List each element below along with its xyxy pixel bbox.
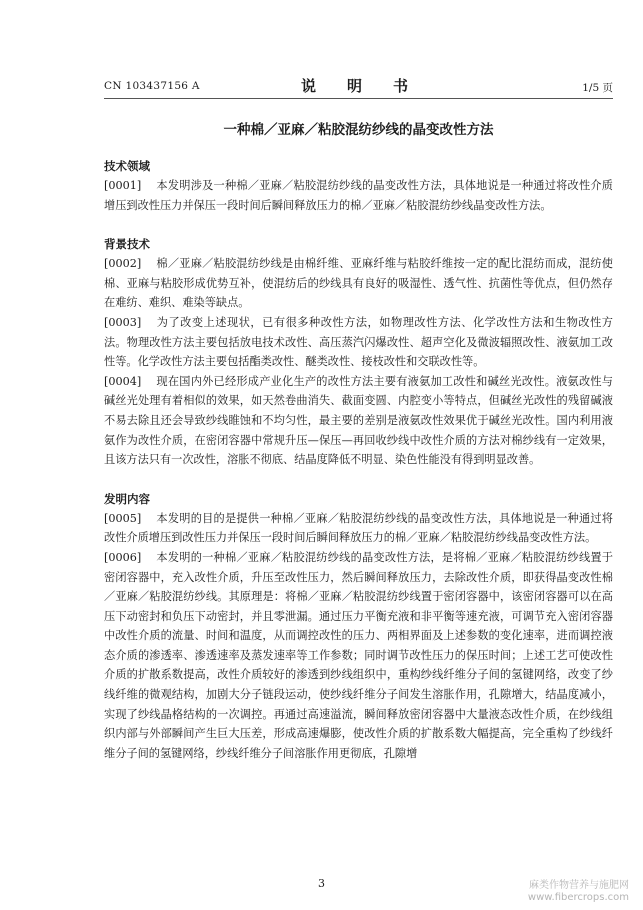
section-heading-summary: 发明内容 — [104, 491, 150, 506]
page-number: 3 — [318, 877, 325, 890]
paragraph-0002 — [104, 254, 613, 313]
paragraph-number: [0004] — [104, 374, 142, 388]
paragraph-0005 — [104, 509, 613, 548]
paragraph-text: 棉／亚麻／粘胶混纺纱线是由棉纤维、亚麻纤维与粘胶纤维按一定的配比混纺而成，混纺使棉、亚麻与粘胶形成优势互补，使混纺后的纱线具有良好的吸湿性、透气性、抗菌性等优点，但仍然存在难纺、难织、难染等缺点。 — [104, 257, 613, 310]
document-header — [104, 74, 613, 99]
paragraph-text: 本发明的一种棉／亚麻／粘胶混纺纱线的晶变改性方法，是将棉／亚麻／粘胶混纺纱线置于密闭容器中，充入改性介质，升压至改性压力，然后瞬间释放压力，去除改性介质，即获得晶变改性棉／亚麻／粘胶混纺纱线。其原理是：将棉／亚麻／粘胶混纺纱线置于密闭容器中，该密闭容器可以在高压下动密封和负压下动密封，并且零泄漏。通过压力平衡充液和非平衡等速充液，可调节充入密闭容器中改性介质的流量、时间和温度，从而调控改性的压力、两相界面及上述参数的变化速率，进而调控液态介质的渗透率、渗透速率及蒸发速率等工作参数；同时调节改性压力的保压时间；上述工艺可使改性介质的扩散系数提高，改性介质较好的渗透到纱线组织中，重构纱线纤维分子间的氢键网络，改变了纱线纤维的微观结构，加剧大分子链段运动，使纱线纤维分子间发生溶胀作用，孔隙增大，结晶度减小，实现了纱线晶格结构的一次调控。再通过高速溢流，瞬间释放密闭容器中大量液态改性介质，在纱线组织内部与外部瞬间产生巨大压差，形成高速爆膨，使改性介质的扩散系数大幅提高，完全重构了纱线纤维分子间的氢键网络，纱线纤维分子间溶胀作用更彻底，孔隙增 — [104, 550, 613, 760]
patent-number: CN 103437156 A — [104, 80, 200, 92]
paragraph-number: [0001] — [104, 179, 142, 192]
watermark-site-name: 麻类作物营养与施肥网 — [529, 880, 629, 891]
section-heading-background: 背景技术 — [104, 237, 150, 252]
description-body — [104, 157, 613, 763]
paragraph-text: 本发明涉及一种棉／亚麻／粘胶混纺纱线的晶变改性方法，具体地说是一种通过将改性介质增压到改性压力并保压一段时间后瞬间释放压力的棉／亚麻／粘胶混纺纱线晶变改性方法。 — [104, 179, 613, 212]
paragraph-number: [0005] — [104, 511, 142, 525]
paragraph-number: [0003] — [104, 315, 142, 329]
page-indicator: 1/5 页 — [582, 82, 613, 94]
paragraph-0004 — [104, 372, 613, 470]
watermark-url: www.fibercrops.com — [527, 892, 629, 903]
document-type-heading: 说 明 书 — [300, 77, 416, 95]
site-watermark — [528, 880, 629, 904]
paragraph-0001 — [104, 176, 613, 215]
paragraph-number: [0006] — [104, 550, 142, 564]
paragraph-text: 本发明的目的是提供一种棉／亚麻／粘胶混纺纱线的晶变改性方法，具体地说是一种通过将改性介质增压到改性压力并保压一段时间后瞬间释放压力的棉／亚麻／粘胶混纺纱线晶变改性方法。 — [104, 511, 613, 545]
paragraph-number: [0002] — [104, 257, 142, 271]
paragraph-text: 现在国内外已经形成产业化生产的改性方法主要有液氨加工改性和碱丝光改性。液氨改性与碱丝光处理有着相似的效果，如天然卷曲消失、截面变圆、内腔变小等特点，但碱丝光改性的残留碱液不易去除且还会导致纱线睢蚀和不均匀性，最主要的差别是液氨改性效果优于碱丝光改性。国内利用液氨作为改性介质，在密闭容器中常规升压—保压—再回收纱线中改性介质的方法对棉纱线有一定效果，且该方法只有一次改性，溶胀不彻底、结晶度降低不明显、染色性能没有得到明显改善。 — [104, 374, 613, 467]
paragraph-0006 — [104, 548, 613, 764]
paragraph-0003 — [104, 313, 613, 372]
section-heading-technical-field: 技术领域 — [104, 159, 150, 173]
paragraph-text: 为了改变上述现状，已有很多种改性方法，如物理改性方法、化学改性方法和生物改性方法。物理改性方法主要包括放电技术改性、高压蒸汽闪爆改性、超声空化及微波辐照改性、液氨加工改性等。化学改性方法主要包括酯类改性、醚类改性、接枝改性和交联改性等。 — [104, 315, 613, 369]
patent-title: 一种棉／亚麻／粘胶混纺纱线的晶变改性方法 — [223, 122, 494, 138]
